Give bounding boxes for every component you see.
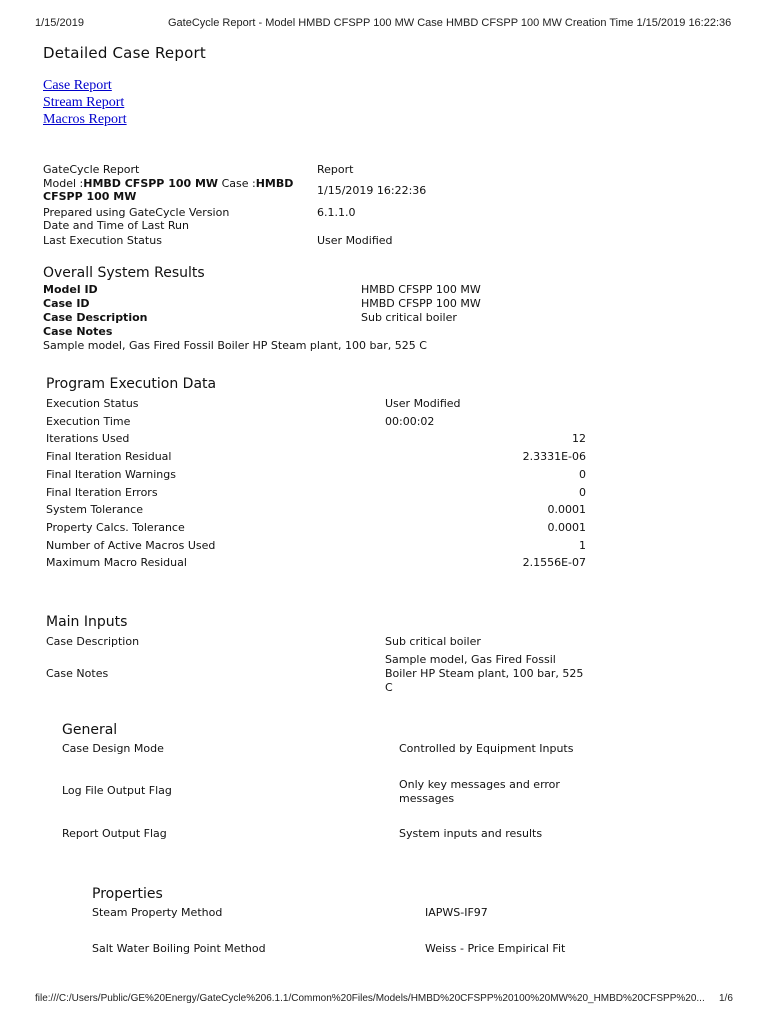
main-case-notes-label: Case Notes — [46, 667, 109, 680]
steam-property-method-value: IAPWS-IF97 — [425, 906, 488, 919]
status-label: Last Execution Status — [43, 234, 162, 247]
print-header-title: GateCycle Report - Model HMBD CFSPP 100 MW Case HMBD CFSPP 100 MW Creation Time 1/15/2019 16:22:36 — [168, 17, 732, 29]
table-row-label: Property Calcs. Tolerance — [46, 521, 185, 534]
table-row-label: Execution Time — [46, 415, 131, 428]
log-file-output-flag-value: Only key messages and error messages — [399, 778, 560, 805]
case-id-label: Case ID — [43, 297, 90, 310]
case-notes-value: Sample model, Gas Fired Fossil Boiler HP Steam plant, 100 bar, 525 C — [43, 339, 427, 352]
table-row-value: 2.1556E-07 — [522, 556, 586, 569]
case-design-mode-value: Controlled by Equipment Inputs — [399, 742, 574, 755]
table-row-value: 00:00:02 — [385, 415, 435, 428]
program-execution-heading: Program Execution Data — [46, 376, 217, 392]
gatecycle-report-label: GateCycle Report — [43, 163, 140, 176]
case-description-value: Sub critical boiler — [361, 311, 457, 324]
overall-heading: Overall System Results — [43, 265, 205, 281]
table-row-value: 0 — [579, 486, 586, 499]
model-case-value: 1/15/2019 16:22:36 — [317, 184, 427, 197]
main-case-notes-value: Sample model, Gas Fired Fossil Boiler HP Steam plant, 100 bar, 525 C — [385, 653, 584, 694]
table-row-value: 0.0001 — [547, 521, 586, 534]
model-case-label — [43, 177, 303, 203]
case-design-mode-label: Case Design Mode — [62, 742, 164, 755]
macros-report-link[interactable]: Macros Report — [43, 112, 127, 127]
properties-heading: Properties — [92, 886, 163, 902]
table-row-label: Maximum Macro Residual — [46, 556, 187, 569]
version-label: Prepared using GateCycle Version — [43, 206, 230, 219]
datetime-label: Date and Time of Last Run — [43, 219, 189, 232]
table-row-label: Final Iteration Warnings — [46, 468, 176, 481]
steam-property-method-label: Steam Property Method — [92, 906, 223, 919]
case-name-part1: HMBD — [255, 177, 294, 190]
model-id-label: Model ID — [43, 283, 98, 296]
table-row-label: Final Iteration Errors — [46, 486, 158, 499]
table-row-value: 2.3331E-06 — [522, 450, 586, 463]
table-row-label: Iterations Used — [46, 432, 130, 445]
general-heading: General — [62, 722, 118, 738]
salt-water-boiling-value: Weiss - Price Empirical Fit — [425, 942, 566, 955]
table-row-label: Number of Active Macros Used — [46, 539, 216, 552]
status-value: User Modified — [317, 234, 393, 247]
case-prefix: Case : — [218, 177, 256, 190]
table-row-label: Final Iteration Residual — [46, 450, 172, 463]
log-file-output-flag-label: Log File Output Flag — [62, 784, 172, 797]
table-row-label: System Tolerance — [46, 503, 143, 516]
case-description-label: Case Description — [43, 311, 148, 324]
case-notes-label: Case Notes — [43, 325, 113, 338]
page-number: 1/6 — [719, 993, 733, 1004]
model-id-value: HMBD CFSPP 100 MW — [361, 283, 481, 296]
report-output-flag-value: System inputs and results — [399, 827, 543, 840]
page-title: Detailed Case Report — [43, 44, 206, 62]
table-row-value: 1 — [579, 539, 586, 552]
gatecycle-report-value: Report — [317, 163, 354, 176]
stream-report-link[interactable]: Stream Report — [43, 95, 125, 110]
footer-file-path: file:///C:/Users/Public/GE%20Energy/GateCycle%206.1.1/Common%20Files/Models/HMBD%20CFSPP%20100%20MW%20_HMBD%20CFSPP%20... — [35, 993, 705, 1004]
print-date: 1/15/2019 — [35, 17, 84, 29]
case-name-part2: CFSPP 100 MW — [43, 190, 137, 203]
main-case-description-label: Case Description — [46, 635, 140, 648]
main-case-description-value: Sub critical boiler — [385, 635, 481, 648]
table-row-value: 0 — [579, 468, 586, 481]
table-row-label: Execution Status — [46, 397, 139, 410]
model-name: HMBD CFSPP 100 MW — [83, 177, 219, 190]
salt-water-boiling-label: Salt Water Boiling Point Method — [92, 942, 266, 955]
table-row-value: 12 — [572, 432, 586, 445]
main-inputs-heading: Main Inputs — [46, 614, 128, 630]
report-output-flag-label: Report Output Flag — [62, 827, 167, 840]
case-id-value: HMBD CFSPP 100 MW — [361, 297, 481, 310]
model-prefix: Model : — [43, 177, 84, 190]
version-value: 6.1.1.0 — [317, 206, 356, 219]
table-row-value: 0.0001 — [547, 503, 586, 516]
case-report-link[interactable]: Case Report — [43, 78, 112, 93]
table-row-value: User Modified — [385, 397, 461, 410]
